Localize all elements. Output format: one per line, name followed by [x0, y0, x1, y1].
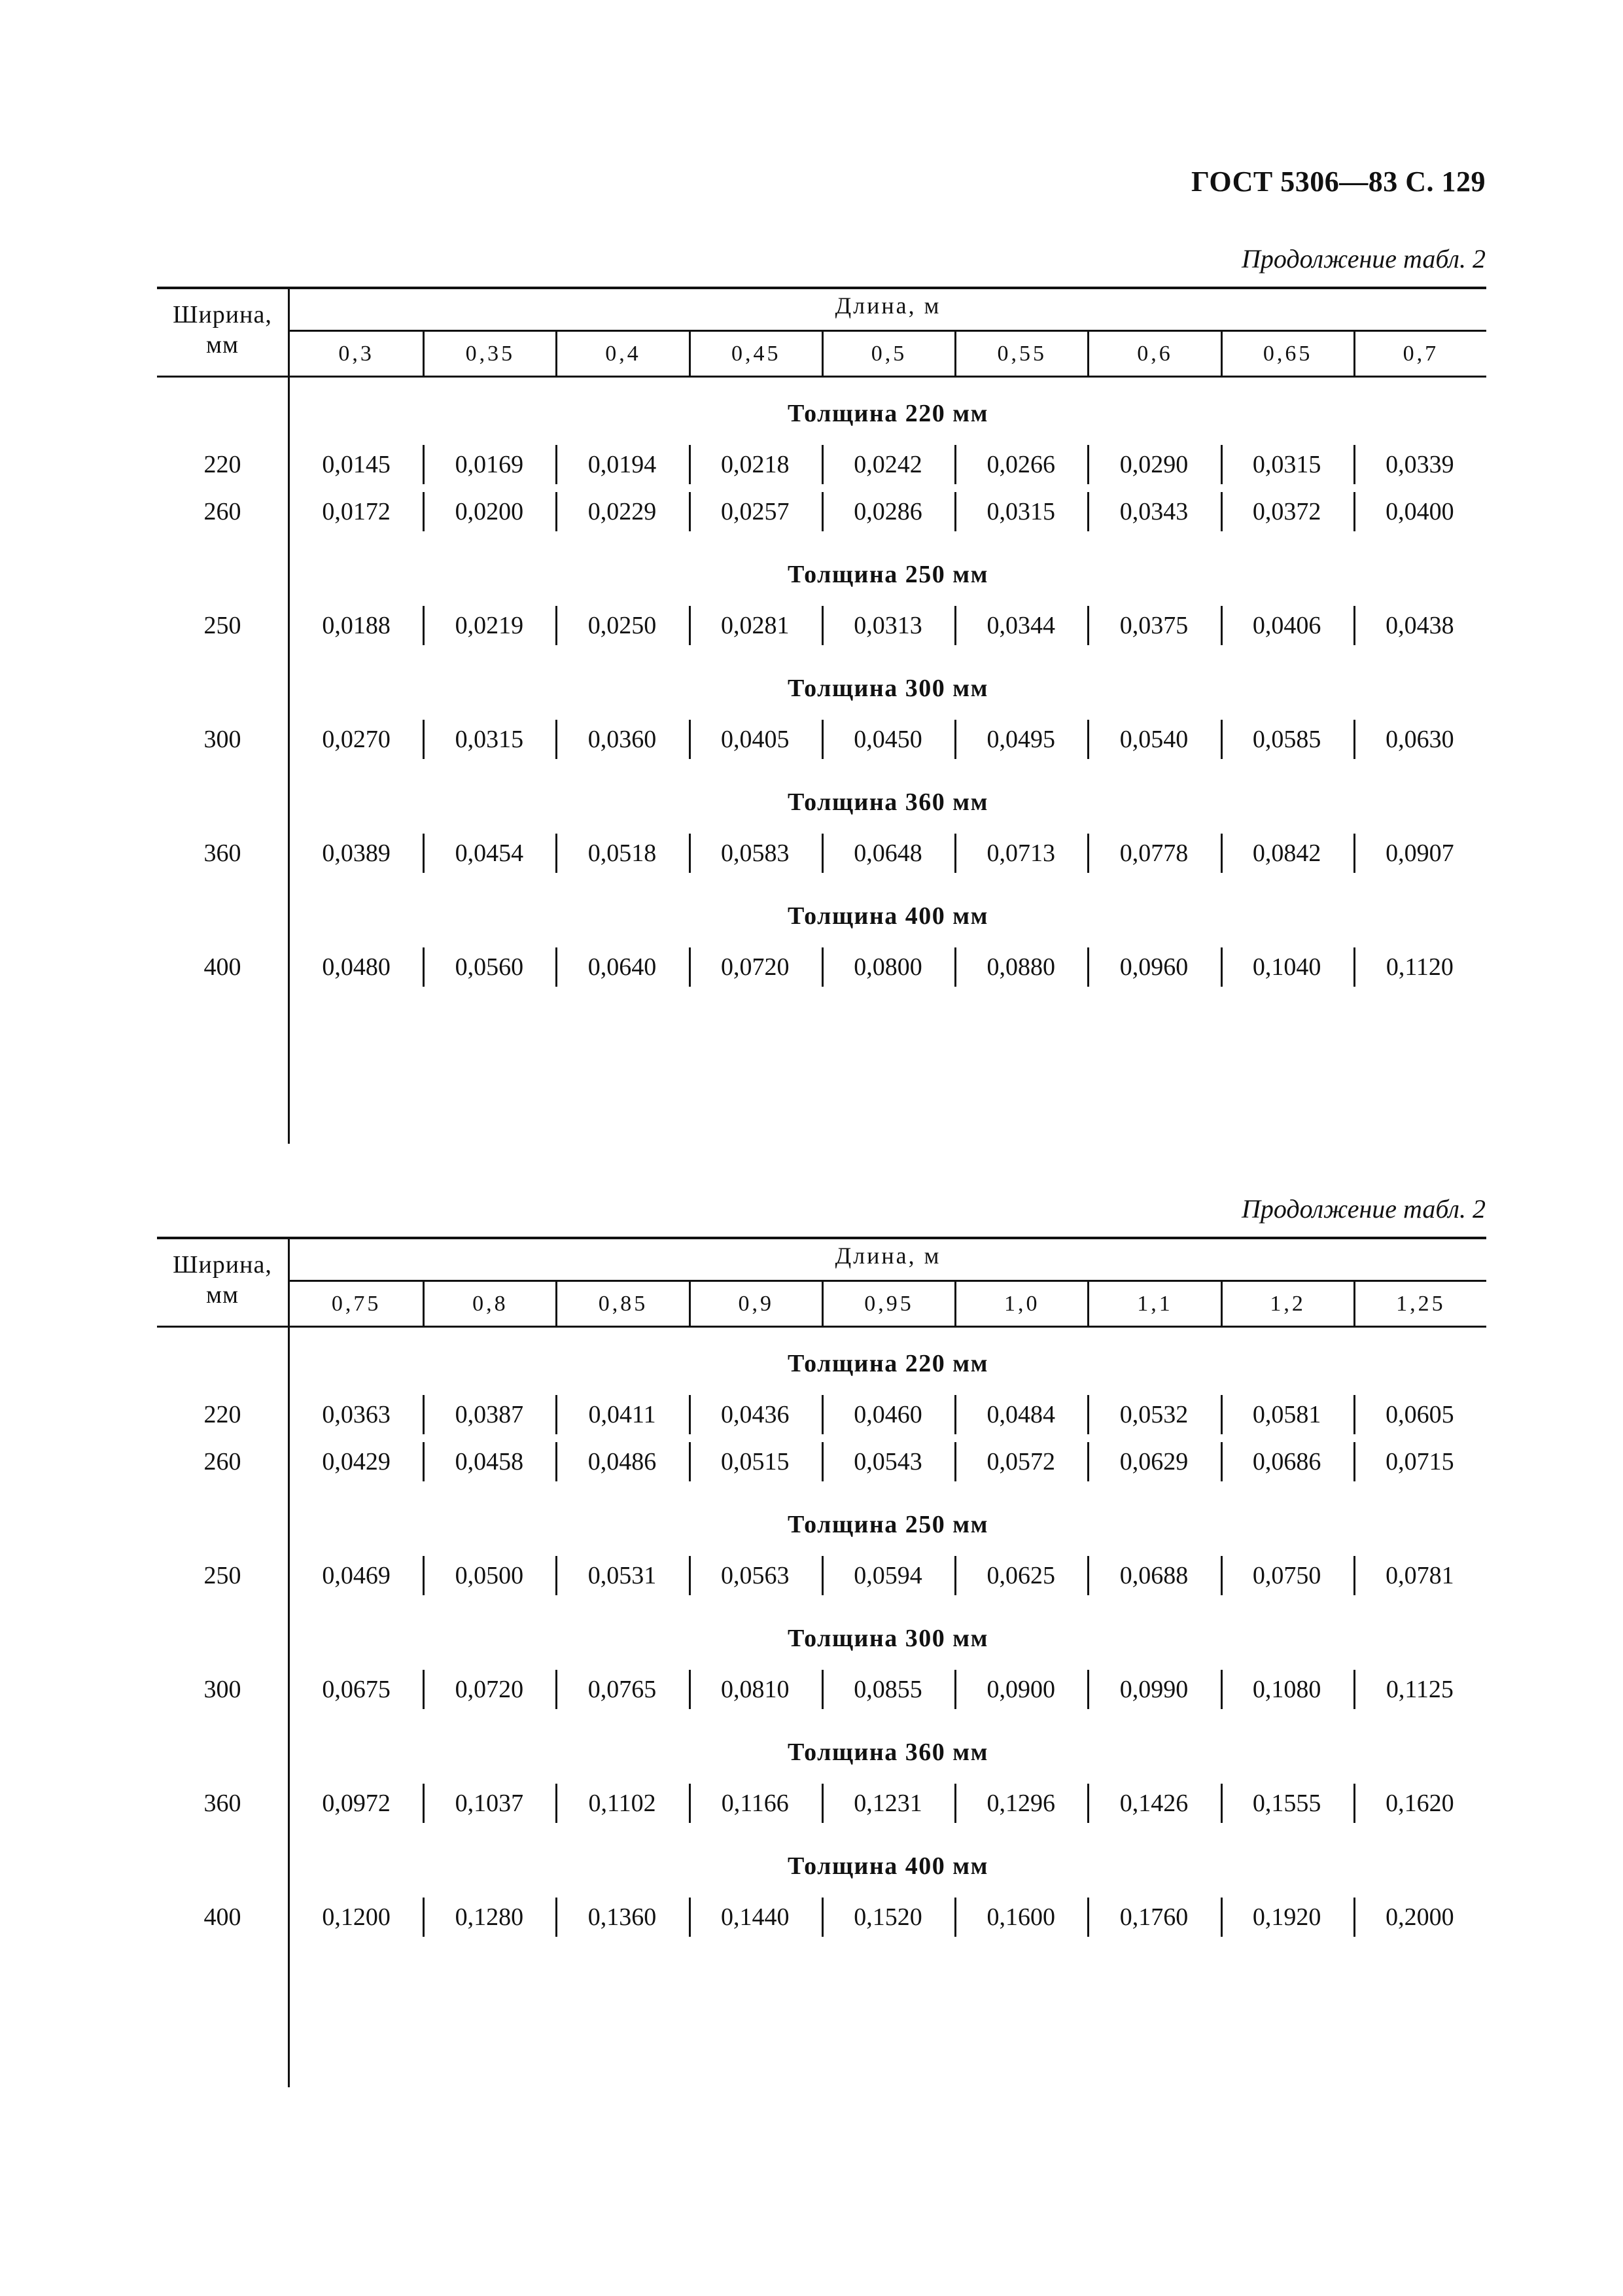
- thickness-group-title: Толщина 400 мм: [787, 902, 989, 930]
- row-values: [290, 944, 1486, 991]
- width-cell: 220: [203, 451, 241, 478]
- length-column-header: Длина, м: [835, 292, 941, 319]
- volume-cell: 0,0460: [822, 1391, 954, 1438]
- thickness-group-title: Толщина 250 мм: [787, 1511, 989, 1538]
- volume-cell: 0,0572: [954, 1438, 1087, 1485]
- header-bottom-rule: [157, 376, 1486, 378]
- width-column-header: [157, 1250, 288, 1310]
- length-header-cell: 0,85: [555, 1282, 688, 1326]
- volume-cell: 0,1125: [1353, 1666, 1486, 1713]
- width-cell: 250: [203, 1562, 241, 1589]
- volume-cell: 0,0145: [322, 451, 391, 478]
- volume-cell: 0,1440: [689, 1894, 822, 1941]
- group-spacer: [157, 1941, 1486, 1960]
- thickness-group: [157, 1846, 1486, 1960]
- length-header-cell: 0,75: [331, 1291, 381, 1316]
- thickness-group: [157, 394, 1486, 555]
- volume-cell: 0,0781: [1353, 1552, 1486, 1599]
- volume-cell: 0,0219: [423, 602, 555, 649]
- volume-cell: 0,0438: [1353, 602, 1486, 649]
- volume-cell: 0,0363: [322, 1401, 391, 1428]
- row-values: [290, 1780, 1486, 1827]
- volume-cell: 0,0469: [322, 1562, 391, 1589]
- table-row: [157, 1391, 1486, 1438]
- volume-cell: 0,0450: [822, 716, 954, 763]
- volume-cell: 0,0454: [423, 830, 555, 877]
- volume-cell: 0,0960: [1087, 944, 1220, 991]
- thickness-group-title: Толщина 300 мм: [787, 675, 989, 702]
- volume-cell: 0,1920: [1221, 1894, 1353, 1941]
- table-caption: Продолжение табл. 2: [1241, 244, 1486, 274]
- width-cell: 250: [203, 612, 241, 639]
- volume-cell: 0,0436: [689, 1391, 822, 1438]
- group-gap: [157, 1544, 1486, 1552]
- volume-cell: 0,0648: [822, 830, 954, 877]
- group-spacer: [157, 1485, 1486, 1505]
- volume-cell: 0,0532: [1087, 1391, 1220, 1438]
- volume-cell: 0,0375: [1087, 602, 1220, 649]
- volume-cell: 0,0972: [322, 1790, 391, 1817]
- volume-cell: 0,0266: [954, 441, 1087, 488]
- volume-cell: 0,0172: [322, 498, 391, 525]
- volume-table: [157, 287, 1486, 1144]
- volume-cell: 0,0605: [1353, 1391, 1486, 1438]
- volume-cell: 0,0675: [322, 1676, 391, 1703]
- group-spacer: [157, 877, 1486, 896]
- volume-cell: 0,0169: [423, 441, 555, 488]
- volume-cell: 0,0360: [555, 716, 688, 763]
- volume-cell: 0,0286: [822, 488, 954, 535]
- volume-cell: 0,0625: [954, 1552, 1087, 1599]
- volume-cell: 0,1360: [555, 1894, 688, 1941]
- volume-cell: 0,0500: [423, 1552, 555, 1599]
- group-gap: [157, 433, 1486, 441]
- group-spacer: [157, 991, 1486, 1010]
- group-gap: [157, 1658, 1486, 1666]
- length-header-cell: 0,8: [423, 1282, 555, 1326]
- group-gap: [157, 1772, 1486, 1780]
- volume-cell: 0,1520: [822, 1894, 954, 1941]
- volume-cell: 0,0486: [555, 1438, 688, 1485]
- page-header: ГОСТ 5306—83 С. 129: [1191, 166, 1486, 198]
- volume-cell: 0,0515: [689, 1438, 822, 1485]
- group-spacer: [157, 763, 1486, 783]
- length-header-cell: 0,45: [689, 332, 822, 376]
- length-header-cell: 1,2: [1221, 1282, 1353, 1326]
- volume-cell: 0,0194: [555, 441, 688, 488]
- volume-cell: 0,0765: [555, 1666, 688, 1713]
- volume-cell: 0,0715: [1353, 1438, 1486, 1485]
- volume-cell: 0,0315: [423, 716, 555, 763]
- group-gap: [157, 708, 1486, 716]
- length-header-cell: 0,9: [689, 1282, 822, 1326]
- row-values: [290, 602, 1486, 649]
- volume-cell: 0,0531: [555, 1552, 688, 1599]
- width-cell: 400: [203, 953, 241, 981]
- volume-cell: 0,1080: [1221, 1666, 1353, 1713]
- volume-cell: 0,0480: [322, 953, 391, 981]
- volume-cell: 0,0281: [689, 602, 822, 649]
- length-header-cell: 0,35: [423, 332, 555, 376]
- volume-table: [157, 1237, 1486, 2087]
- volume-cell: 0,0484: [954, 1391, 1087, 1438]
- volume-cell: 0,0495: [954, 716, 1087, 763]
- volume-cell: 0,0315: [1221, 441, 1353, 488]
- thickness-group-title: Толщина 300 мм: [787, 1625, 989, 1652]
- volume-cell: 0,0842: [1221, 830, 1353, 877]
- table-spacer: [157, 378, 1486, 394]
- volume-cell: 0,0543: [822, 1438, 954, 1485]
- length-header-cell: 0,4: [555, 332, 688, 376]
- length-header-cell: 1,0: [954, 1282, 1087, 1326]
- group-gap: [157, 594, 1486, 602]
- row-values: [290, 1894, 1486, 1941]
- volume-cell: 0,1620: [1353, 1780, 1486, 1827]
- volume-cell: 0,0290: [1087, 441, 1220, 488]
- volume-cell: 0,0880: [954, 944, 1087, 991]
- width-cell: 300: [203, 726, 241, 753]
- volume-cell: 0,1296: [954, 1780, 1087, 1827]
- volume-cell: 0,0583: [689, 830, 822, 877]
- volume-cell: 0,0560: [423, 944, 555, 991]
- group-spacer: [157, 1827, 1486, 1846]
- length-header-cell: 0,5: [822, 332, 954, 376]
- length-values-row: [290, 332, 1486, 376]
- table-row: [157, 1780, 1486, 1827]
- group-spacer: [157, 649, 1486, 669]
- thickness-group-title: Толщина 250 мм: [787, 561, 989, 588]
- row-values: [290, 716, 1486, 763]
- table-caption: Продолжение табл. 2: [1241, 1194, 1486, 1224]
- row-values: [290, 488, 1486, 535]
- volume-cell: 0,0389: [322, 839, 391, 867]
- length-header-cell: 0,3: [338, 341, 374, 366]
- length-header-cell: 1,25: [1353, 1282, 1486, 1326]
- volume-cell: 0,0429: [322, 1448, 391, 1475]
- group-gap: [157, 822, 1486, 830]
- row-values: [290, 830, 1486, 877]
- volume-cell: 0,0250: [555, 602, 688, 649]
- volume-cell: 0,0720: [689, 944, 822, 991]
- volume-cell: 0,0778: [1087, 830, 1220, 877]
- length-header-cell: 0,55: [954, 332, 1087, 376]
- width-cell: 400: [203, 1903, 241, 1931]
- volume-cell: 0,0387: [423, 1391, 555, 1438]
- volume-cell: 0,0900: [954, 1666, 1087, 1713]
- volume-cell: 0,0200: [423, 488, 555, 535]
- volume-cell: 0,0563: [689, 1552, 822, 1599]
- volume-cell: 0,1200: [322, 1903, 391, 1931]
- volume-cell: 0,1760: [1087, 1894, 1220, 1941]
- row-values: [290, 1552, 1486, 1599]
- volume-cell: 0,0594: [822, 1552, 954, 1599]
- group-gap: [157, 1383, 1486, 1391]
- row-values: [290, 1438, 1486, 1485]
- volume-cell: 0,0518: [555, 830, 688, 877]
- thickness-group: [157, 669, 1486, 783]
- volume-cell: 0,0406: [1221, 602, 1353, 649]
- row-values: [290, 1391, 1486, 1438]
- volume-cell: 0,1037: [423, 1780, 555, 1827]
- volume-cell: 0,0270: [322, 726, 391, 753]
- volume-cell: 0,0313: [822, 602, 954, 649]
- thickness-group-title: Толщина 400 мм: [787, 1852, 989, 1880]
- group-gap: [157, 1886, 1486, 1894]
- volume-cell: 0,0344: [954, 602, 1087, 649]
- table-row: [157, 488, 1486, 535]
- thickness-group-title: Толщина 360 мм: [787, 1739, 989, 1766]
- width-cell: 260: [203, 498, 241, 525]
- volume-cell: 0,0343: [1087, 488, 1220, 535]
- table-row: [157, 441, 1486, 488]
- volume-cell: 0,0688: [1087, 1552, 1220, 1599]
- group-spacer: [157, 1713, 1486, 1733]
- volume-cell: 0,0411: [555, 1391, 688, 1438]
- length-header-cell: 0,6: [1087, 332, 1220, 376]
- table-row: [157, 1666, 1486, 1713]
- volume-cell: 0,1102: [555, 1780, 688, 1827]
- volume-cell: 0,0242: [822, 441, 954, 488]
- volume-cell: 0,1166: [689, 1780, 822, 1827]
- table-header: [157, 287, 1486, 378]
- group-spacer: [157, 535, 1486, 555]
- thickness-group: [157, 1619, 1486, 1733]
- volume-cell: 0,1040: [1221, 944, 1353, 991]
- row-values: [290, 1666, 1486, 1713]
- length-header-cell: 0,65: [1221, 332, 1353, 376]
- width-cell: 300: [203, 1676, 241, 1703]
- volume-cell: 0,1280: [423, 1894, 555, 1941]
- thickness-group: [157, 555, 1486, 669]
- table-row: [157, 1438, 1486, 1485]
- width-header-line: мм: [205, 331, 239, 359]
- width-cell: 220: [203, 1401, 241, 1428]
- volume-cell: 0,1426: [1087, 1780, 1220, 1827]
- volume-cell: 0,0585: [1221, 716, 1353, 763]
- volume-cell: 0,0188: [322, 612, 391, 639]
- volume-cell: 0,1600: [954, 1894, 1087, 1941]
- thickness-group: [157, 896, 1486, 1010]
- volume-cell: 0,0720: [423, 1666, 555, 1713]
- volume-cell: 0,1555: [1221, 1780, 1353, 1827]
- volume-cell: 0,0686: [1221, 1438, 1353, 1485]
- table-header: [157, 1237, 1486, 1328]
- thickness-group: [157, 1733, 1486, 1846]
- volume-cell: 0,0800: [822, 944, 954, 991]
- row-values: [290, 441, 1486, 488]
- volume-cell: 0,0540: [1087, 716, 1220, 763]
- length-header-cell: 0,95: [822, 1282, 954, 1326]
- volume-cell: 0,1120: [1353, 944, 1486, 991]
- header-bottom-rule: [157, 1326, 1486, 1328]
- table-row: [157, 944, 1486, 991]
- header-top-rule: [157, 287, 1486, 289]
- length-column-header: Длина, м: [835, 1243, 941, 1269]
- volume-cell: 0,0750: [1221, 1552, 1353, 1599]
- table-row: [157, 1894, 1486, 1941]
- thickness-group-title: Толщина 220 мм: [787, 400, 989, 427]
- length-values-row: [290, 1282, 1486, 1326]
- volume-cell: 0,0907: [1353, 830, 1486, 877]
- width-header-line: Ширина,: [173, 1251, 272, 1279]
- volume-cell: 0,1231: [822, 1780, 954, 1827]
- thickness-group-title: Толщина 360 мм: [787, 788, 989, 816]
- volume-cell: 0,0713: [954, 830, 1087, 877]
- volume-cell: 0,0581: [1221, 1391, 1353, 1438]
- volume-cell: 0,0339: [1353, 441, 1486, 488]
- volume-cell: 0,0229: [555, 488, 688, 535]
- table-spacer: [157, 1328, 1486, 1344]
- thickness-group: [157, 783, 1486, 896]
- length-header-cell: 1,1: [1087, 1282, 1220, 1326]
- width-cell: 360: [203, 1790, 241, 1817]
- volume-cell: 0,0990: [1087, 1666, 1220, 1713]
- volume-cell: 0,0629: [1087, 1438, 1220, 1485]
- width-header-line: Ширина,: [173, 301, 272, 328]
- volume-cell: 0,0257: [689, 488, 822, 535]
- length-header-cell: 0,7: [1353, 332, 1486, 376]
- thickness-group: [157, 1344, 1486, 1505]
- volume-cell: 0,2000: [1353, 1894, 1486, 1941]
- width-header-line: мм: [205, 1281, 239, 1309]
- table-row: [157, 602, 1486, 649]
- group-spacer: [157, 1599, 1486, 1619]
- width-cell: 260: [203, 1448, 241, 1475]
- group-gap: [157, 936, 1486, 944]
- volume-cell: 0,0640: [555, 944, 688, 991]
- volume-cell: 0,0405: [689, 716, 822, 763]
- thickness-group: [157, 1505, 1486, 1619]
- volume-cell: 0,0315: [954, 488, 1087, 535]
- volume-cell: 0,0458: [423, 1438, 555, 1485]
- header-top-rule: [157, 1237, 1486, 1239]
- volume-cell: 0,0372: [1221, 488, 1353, 535]
- thickness-group-title: Толщина 220 мм: [787, 1350, 989, 1377]
- table-row: [157, 1552, 1486, 1599]
- width-cell: 360: [203, 839, 241, 867]
- volume-cell: 0,0855: [822, 1666, 954, 1713]
- volume-cell: 0,0630: [1353, 716, 1486, 763]
- volume-cell: 0,0218: [689, 441, 822, 488]
- table-row: [157, 716, 1486, 763]
- table-row: [157, 830, 1486, 877]
- volume-cell: 0,0810: [689, 1666, 822, 1713]
- width-column-header: [157, 300, 288, 360]
- volume-cell: 0,0400: [1353, 488, 1486, 535]
